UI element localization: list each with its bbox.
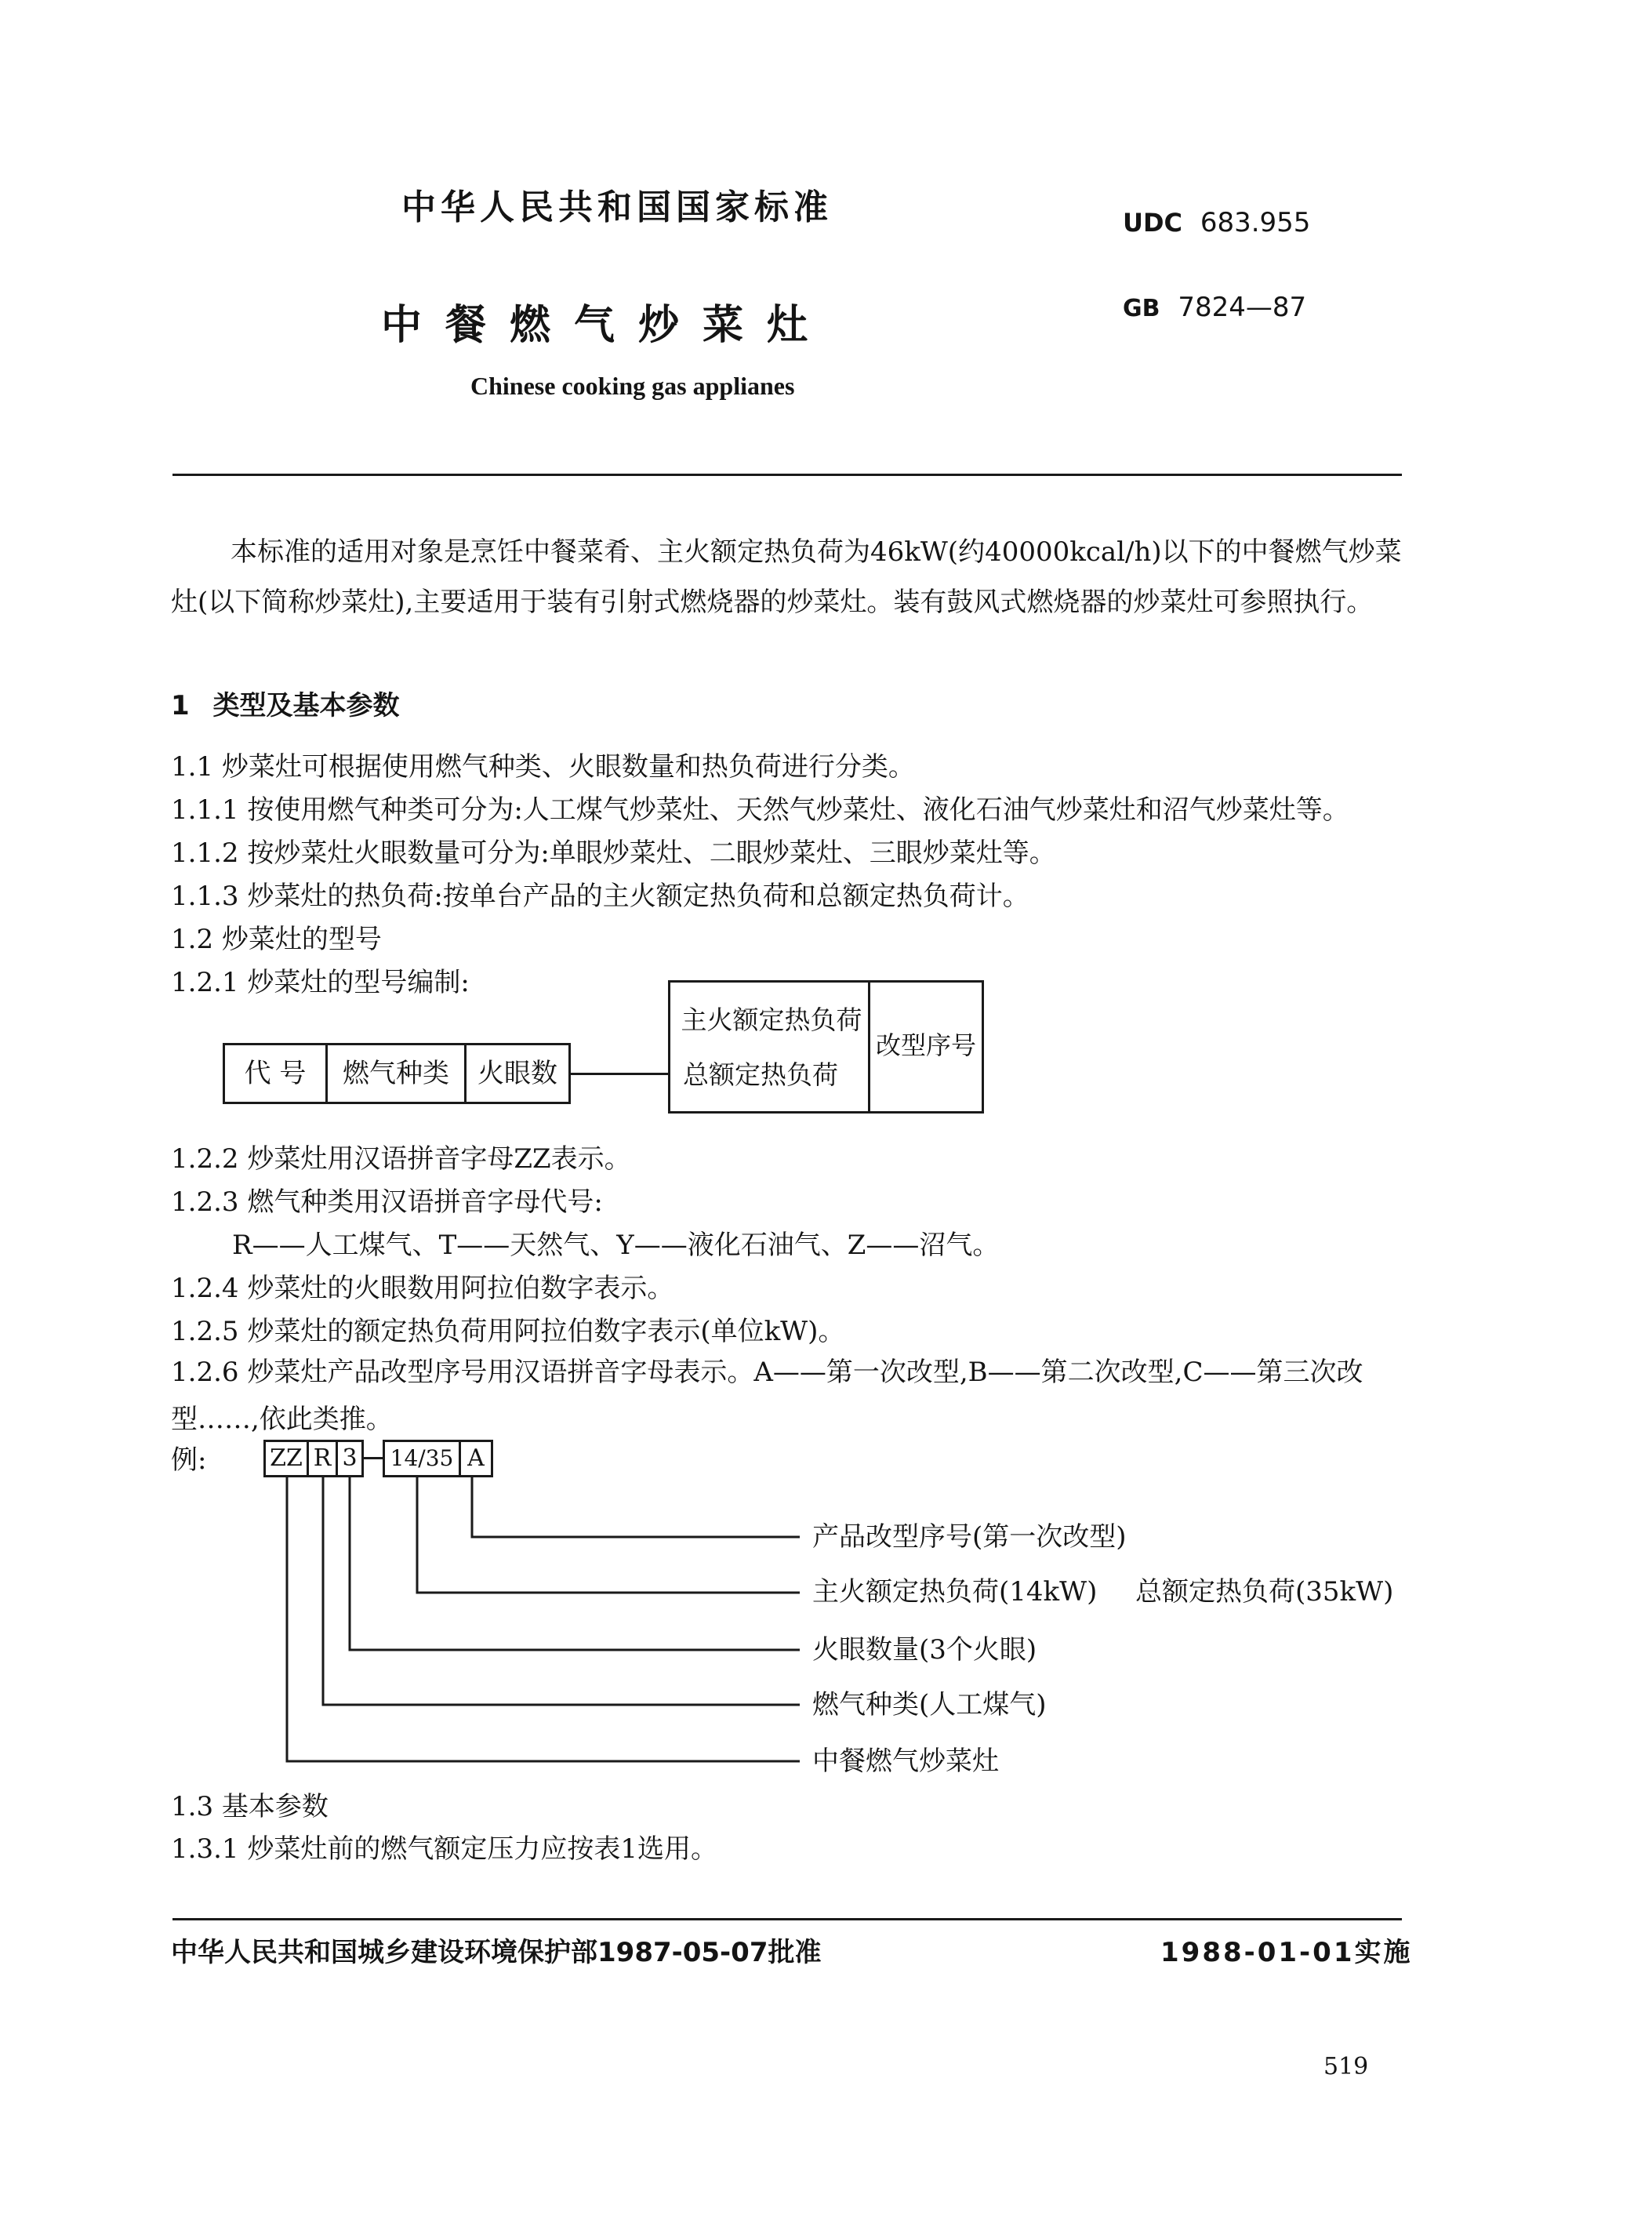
effective-date: 1988-01-01实施 — [1160, 1937, 1413, 1968]
udc-value: 683.955 — [1200, 207, 1311, 238]
gb-label: GB — [1123, 295, 1160, 322]
callout-product: 中餐燃气炒菜灶 — [812, 1746, 999, 1777]
clause-1-1: 1.1 炒菜灶可根据使用燃气种类、火眼数量和热负荷进行分类。 — [171, 751, 915, 783]
example-dash — [364, 1457, 383, 1459]
clause-1-1-3: 1.1.3 炒菜灶的热负荷:按单台产品的主火额定热负荷和总额定热负荷计。 — [171, 881, 1029, 912]
clause-1-2-3-codes: R——人工煤气、T——天然气、Y——液化石油气、Z——沼气。 — [232, 1230, 1000, 1261]
clause-1-2-2: 1.2.2 炒菜灶用汉语拼音字母ZZ表示。 — [171, 1143, 631, 1175]
standard-org: 中华人民共和国国家标准 — [401, 187, 833, 227]
clause-1-2-6: 1.2.6 炒菜灶产品改型序号用汉语拼音字母表示。A——第一次改型,B——第二次改型,C——第三次改型……,依此类推。 — [171, 1357, 1363, 1435]
clause-1-3-1: 1.3.1 炒菜灶前的燃气额定压力应按表1选用。 — [171, 1833, 717, 1865]
example-box-burners-text: 3 — [342, 1444, 358, 1472]
leader-gas — [323, 1477, 800, 1705]
english-title: Chinese cooking gas applianes — [470, 372, 795, 400]
diagram-connector — [571, 1073, 670, 1075]
clause-1-1-1: 1.1.1 按使用燃气种类可分为:人工煤气炒菜灶、天然气炒菜灶、液化石油气炒菜灶和沼气炒菜灶等。 — [171, 794, 1349, 826]
gb-value: 7824—87 — [1178, 292, 1307, 323]
clause-1-2: 1.2 炒菜灶的型号 — [171, 924, 382, 955]
clause-1-2-3: 1.2.3 燃气种类用汉语拼音字母代号: — [171, 1186, 603, 1218]
callout-burners: 火眼数量(3个火眼) — [812, 1634, 1037, 1666]
header-rule — [172, 474, 1402, 476]
cell-code — [223, 1043, 328, 1104]
clause-1-3: 1.3 基本参数 — [171, 1791, 329, 1822]
example-box-burners — [336, 1440, 364, 1477]
document-title: 中餐燃气炒菜灶 — [381, 302, 832, 349]
cell-load — [668, 980, 870, 1114]
cell-burners-label: 火眼数 — [477, 1058, 557, 1089]
example-box-revision-text: A — [467, 1444, 485, 1472]
footer-rule — [172, 1918, 1402, 1920]
cell-revision-label: 改型序号 — [875, 1030, 976, 1060]
example-box-zz-text: ZZ — [270, 1444, 303, 1472]
example-box-load-text: 14/35 — [390, 1445, 454, 1471]
example-box-gas-text: R — [313, 1444, 332, 1472]
cell-burners — [464, 1043, 571, 1104]
leader-revision — [472, 1477, 800, 1537]
page-number: 519 — [1323, 2053, 1369, 2080]
callout-main-load: 主火额定热负荷(14kW) — [812, 1576, 1098, 1608]
leader-load — [417, 1477, 800, 1593]
callout-revision: 产品改型序号(第一次改型) — [812, 1521, 1127, 1553]
clause-1-2-1: 1.2.1 炒菜灶的型号编制: — [171, 967, 470, 998]
cell-main-load-label: 主火额定热负荷 — [681, 1005, 862, 1035]
example-box-revision — [459, 1440, 493, 1477]
callout-total-load: 总额定热负荷(35kW) — [1135, 1576, 1394, 1608]
clause-1-2-5: 1.2.5 炒菜灶的额定热负荷用阿拉伯数字表示(单位kW)。 — [171, 1316, 845, 1347]
leader-burners — [350, 1477, 800, 1650]
clause-1-2-4: 1.2.4 炒菜灶的火眼数用阿拉伯数字表示。 — [171, 1273, 674, 1304]
approval-line: 中华人民共和国城乡建设环境保护部1987-05-07批准 — [171, 1937, 822, 1968]
cell-revision — [868, 980, 984, 1114]
cell-gas-label: 燃气种类 — [343, 1058, 449, 1089]
cell-total-load-label: 总额定热负荷 — [683, 1059, 838, 1090]
example-box-zz — [263, 1440, 309, 1477]
cell-code-label: 代 号 — [244, 1058, 307, 1089]
example-box-load — [383, 1440, 461, 1477]
udc-label: UDC — [1123, 208, 1183, 238]
gb-line — [1123, 292, 1306, 323]
cell-gas-type — [325, 1043, 467, 1104]
callout-gas: 燃气种类(人工煤气) — [812, 1689, 1047, 1720]
section-heading: 1 类型及基本参数 — [171, 690, 400, 721]
leader-product — [287, 1477, 800, 1761]
example-label: 例: — [171, 1444, 207, 1476]
udc-line — [1123, 207, 1310, 238]
example-box-gas — [307, 1440, 338, 1477]
clause-1-1-2: 1.1.2 按炒菜灶火眼数量可分为:单眼炒菜灶、二眼炒菜灶、三眼炒菜灶等。 — [171, 837, 1056, 869]
intro-paragraph: 本标准的适用对象是烹饪中餐菜肴、主火额定热负荷为46kW(约40000kcal/h)以下的中餐燃气炒菜灶(以下简称炒菜灶),主要适用于装有引射式燃烧器的炒菜灶。装有鼓风式燃烧器的炒菜灶可参照执行。 — [171, 536, 1402, 618]
